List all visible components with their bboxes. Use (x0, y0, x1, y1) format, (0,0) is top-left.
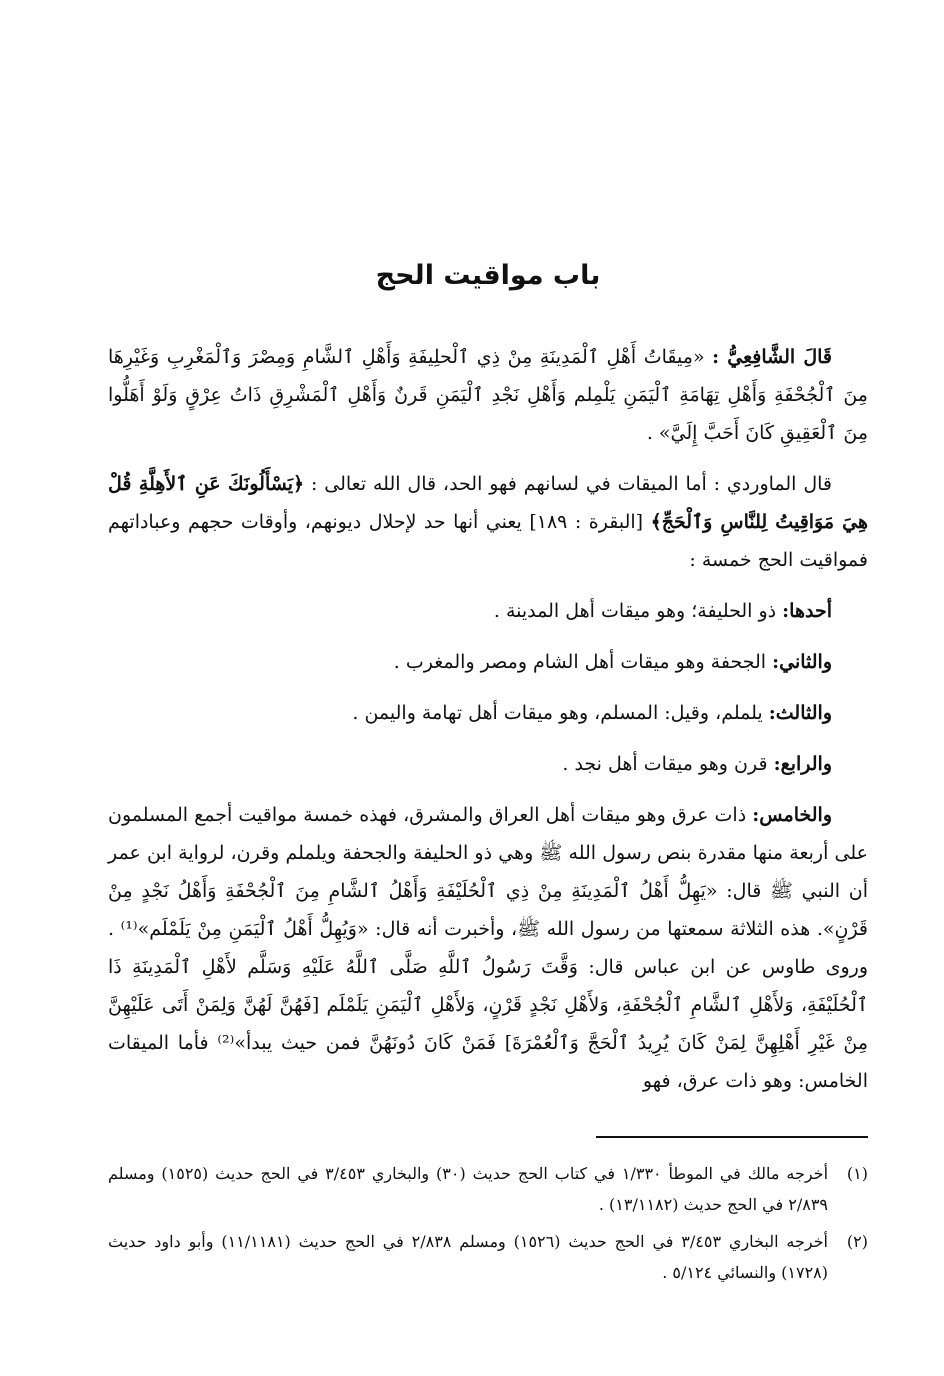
footnote-text: أخرجه البخاري ٣/٤٥٣ في الحج حديث (١٥٢٦) ومسلم ٢/٨٣٨ في الحج حديث (١١/١١٨١) وأبو داود حديث (١٧٢٨) والنسائي ٥/١٢٤ . (108, 1232, 829, 1282)
paragraph-lead: قَالَ الشَّافِعِيُّ : (712, 346, 832, 368)
paragraph-text: يلملم، وقيل: المسلم، وهو ميقات أهل تهامة واليمن . (352, 702, 769, 724)
paragraph-mawardi (108, 465, 868, 579)
chapter-title: باب مواقيت الحج (375, 260, 601, 291)
paragraph-lead: والثاني: (772, 651, 832, 673)
paragraph-text: ذات عرق وهو ميقات أهل العراق والمشرق، فهذه خمسة مواقيت أجمع المسلمون على أربعة منها مقدرة بنص رسول الله ﷺ وهي ذو الحليفة والجحفة ويلملم وقرن، لرواية ابن عمر أن النبي ﷺ قال: «يَهِلُّ أَهْلُ ٱلْمَدِينَةِ مِنْ ذِي ٱلْحُلَيْفَةِ وَأَهْلُ ٱلشَّامِ مِنَ ٱلْجُحْفَةِ وَأَهْلُ نَجْدٍ مِنْ قَرْنٍ». هذه الثلاثة سمعتها من رسول الله ﷺ، وأخبرت أنه قال: «وَيُهِلُّ أَهْلُ ٱلْيَمَنِ مِنْ يَلَمْلَم»⁽¹⁾ . وروى طاوس عن ابن عباس قال: وَقَّتَ رَسُولُ ٱللَّهِ صَلَّى ٱللَّهُ عَلَيْهِ وَسَلَّم لأَهْلِ ٱلْمَدِينَةِ ذَا ٱلْحُلَيْفَةِ، وَلأَهْلِ ٱلشَّامِ ٱلْجُحْفَةِ، وَلأَهْلِ نَجْدٍ قَرْنٍ، وَلأَهْلِ ٱلْيَمَنِ يَلَمْلَم [فَهُنَّ لَهُنَّ وَلِمَنْ أَتَى عَلَيْهِنَّ مِنْ غَيْرِ أَهْلِهِنَّ لِمَنْ كَانَ يُرِيدُ ٱلْحَجَّ وَٱلْعُمْرَةَ] فَمَنْ كَانَ دُونَهُنَّ فمن حيث يبدأ»⁽²⁾ فأما الميقات الخامس: وهو ذات عرق، فهو (108, 804, 869, 1092)
paragraph-text: ذو الحليفة؛ وهو ميقات أهل المدينة . (493, 600, 783, 622)
footnote-2 (108, 1226, 868, 1288)
quran-verse: ﴿يَسْأَلُونَكَ عَنِ ٱلأَهِلَّةِ قُلْ هِيَ مَوَاقِيتُ لِلنَّاسِ وَٱلْحَجِّ﴾ (108, 473, 868, 533)
book-page (108, 0, 868, 1376)
paragraph-miqat-second (108, 643, 868, 681)
main-text (108, 338, 868, 1113)
paragraph-lead: والخامس: (752, 804, 832, 826)
paragraph-text-after: [البقرة : ١٨٩] يعني أنها حد لإحلال ديونهم، وأوقات حجهم وعباداتهم فمواقيت الحج خمسة : (108, 511, 868, 571)
footnote-divider (596, 1136, 868, 1138)
paragraph-lead: أحدها: (782, 600, 832, 622)
paragraph-shafii-quote (108, 338, 868, 452)
paragraph-lead: والرابع: (773, 753, 832, 775)
paragraph-text: قرن وهو ميقات أهل نجد . (562, 753, 774, 775)
footnote-text: أخرجه مالك في الموطأ ١/٣٣٠ في كتاب الحج حديث (٣٠) والبخاري ٣/٤٥٣ في الحج حديث (١٥٢٥) ومسلم ٢/٨٣٩ في الحج حديث (١٣/١١٨٢) . (108, 1164, 829, 1214)
footnotes (108, 1158, 868, 1294)
paragraph-text: قال الماوردي : أما الميقات في لسانهم فهو الحد، قال الله تعالى : (304, 473, 832, 495)
paragraph-miqat-fifth (108, 796, 868, 1100)
footnote-1 (108, 1158, 868, 1220)
paragraph-miqat-third (108, 694, 868, 732)
paragraph-text: الجحفة وهو ميقات أهل الشام ومصر والمغرب . (393, 651, 773, 673)
paragraph-text: «مِيقَاتُ أَهْلِ ٱلْمَدِينَةِ مِنْ ذِي ٱلْحلِيفَةِ وَأَهْلِ ٱلشَّامِ وَمِصْرَ وَٱلْمَغْرِبِ وَغَيْرِهَا مِنَ ٱلْجُحْفَةِ وَأَهْلِ تِهَامَةِ ٱلْيَمَنِ يَلْمِلم وَأَهْلِ نَجْدِ ٱلْيَمَنِ قَرنٌ وَأَهْلِ ٱلْمَشْرِقِ ذَاتُ عِرْقٍ وَلَوْ أَهَلُّوا مِنَ ٱلْعَقِيقِ كَانَ أَحَبَّ إِلَيَّ» . (108, 346, 868, 444)
paragraph-miqat-first (108, 592, 868, 630)
footnote-number: (٢) (846, 1232, 868, 1251)
paragraph-miqat-fourth (108, 745, 868, 783)
paragraph-lead: والثالث: (768, 702, 832, 724)
footnote-number: (١) (846, 1164, 868, 1183)
